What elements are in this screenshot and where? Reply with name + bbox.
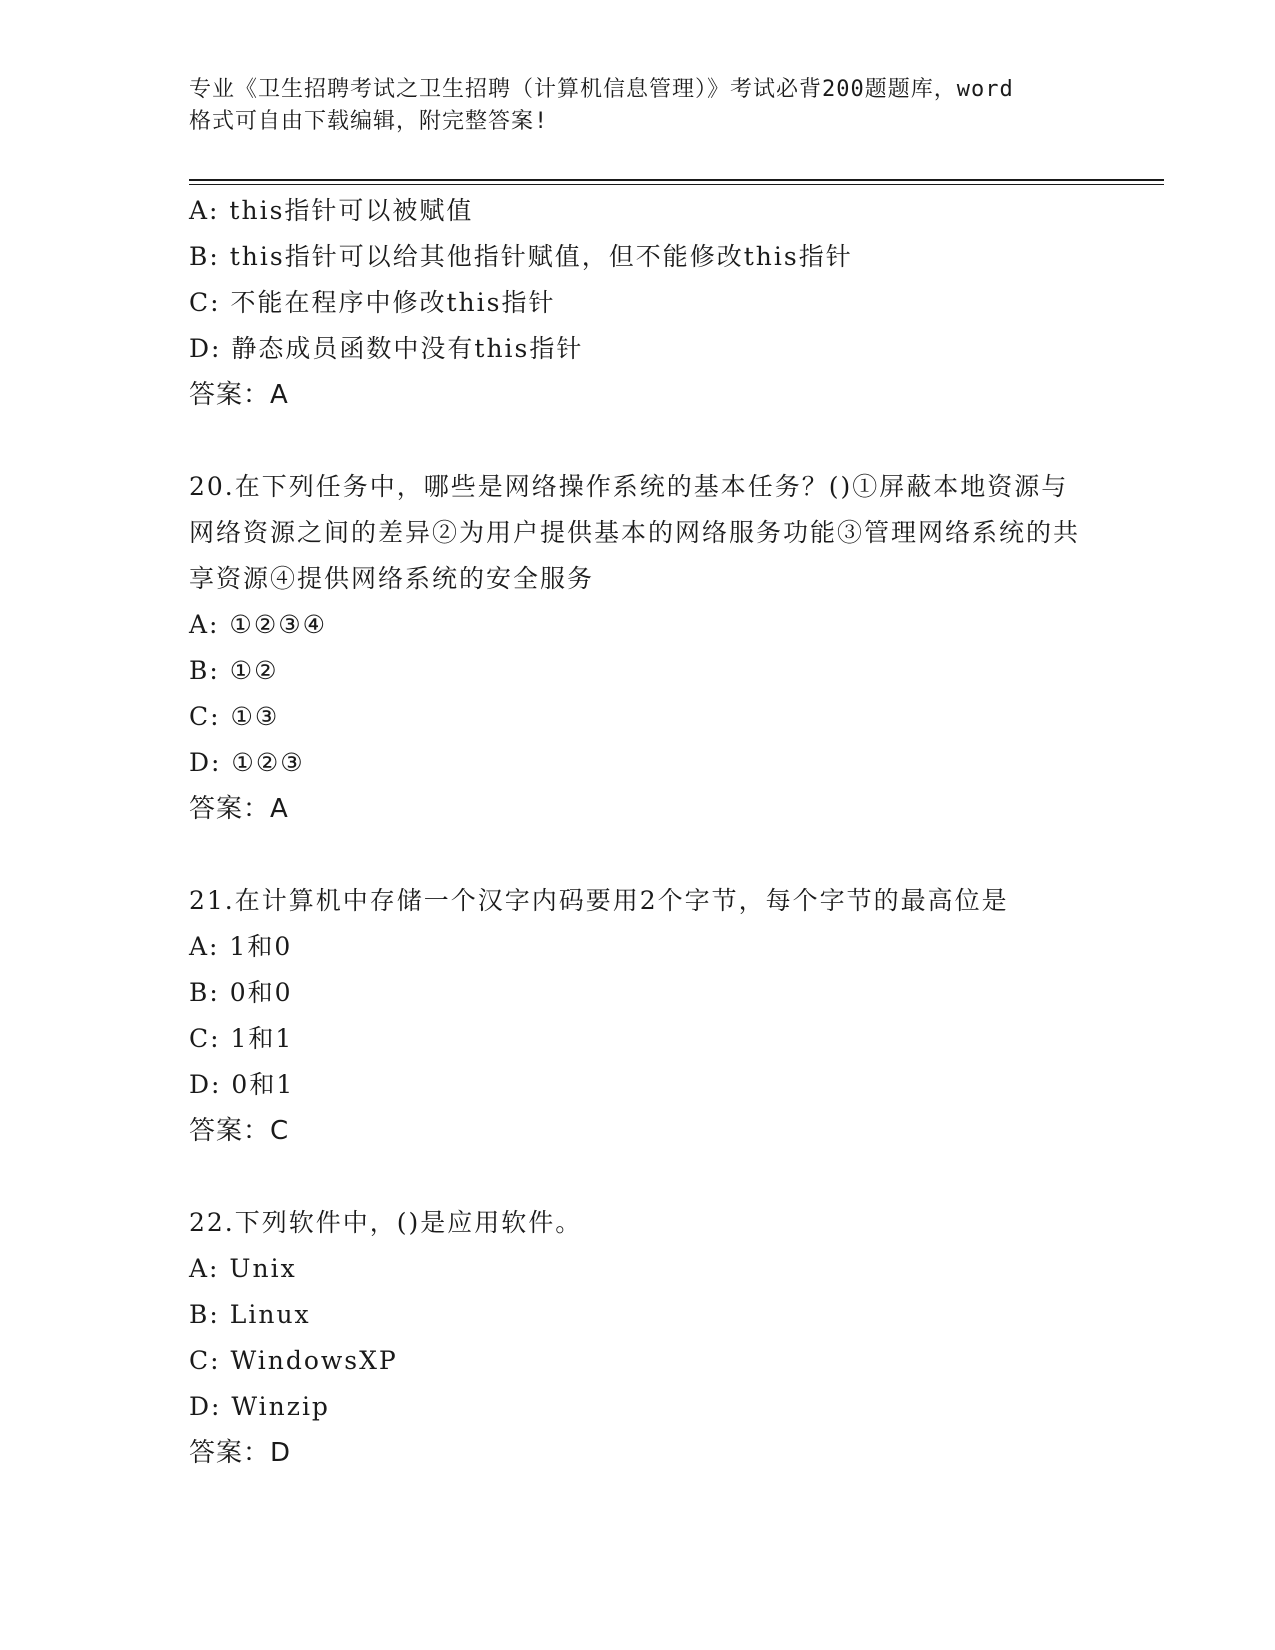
answer: 答案：A — [189, 380, 289, 410]
document-header — [189, 74, 1089, 138]
option-b: B: this指针可以给其他指针赋值，但不能修改this指针 — [189, 242, 853, 271]
question-19 — [189, 188, 1089, 418]
option-d: D: Winzip — [189, 1392, 330, 1421]
option-c: C: 1和1 — [189, 1024, 294, 1053]
option-c: C: ①③ — [189, 702, 280, 731]
option-c: C: 不能在程序中修改this指针 — [189, 288, 556, 317]
header-title-line-2: 格式可自由下载编辑，附完整答案! — [189, 109, 549, 134]
option-d: D: 0和1 — [189, 1070, 295, 1099]
header-title-line-1: 专业《卫生招聘考试之卫生招聘（计算机信息管理）》考试必背200题题库，word — [189, 77, 1014, 102]
option-a: A: ①②③④ — [189, 610, 328, 639]
answer: 答案：C — [189, 1116, 290, 1146]
option-b: B: ①② — [189, 656, 279, 685]
answer: 答案：A — [189, 794, 289, 824]
option-a: A: 1和0 — [189, 932, 293, 961]
spacer — [189, 832, 1089, 878]
question-list — [189, 188, 1089, 1476]
spacer — [189, 1154, 1089, 1200]
question-21 — [189, 878, 1089, 1154]
option-a: A: Unix — [189, 1254, 297, 1283]
header-divider-thick — [189, 179, 1164, 181]
option-c: C: WindowsXP — [189, 1346, 398, 1375]
option-d: D: 静态成员函数中没有this指针 — [189, 334, 584, 363]
option-d: D: ①②③ — [189, 748, 305, 777]
option-b: B: 0和0 — [189, 978, 293, 1007]
question-20 — [189, 464, 1089, 832]
answer: 答案：D — [189, 1438, 292, 1468]
question-stem: 20.在下列任务中，哪些是网络操作系统的基本任务？()①屏蔽本地资源与网络资源之间的差异②为用户提供基本的网络服务功能③管理网络系统的共享资源④提供网络系统的安全服务 — [189, 472, 1081, 593]
question-stem: 21.在计算机中存储一个汉字内码要用2个字节，每个字节的最高位是 — [189, 886, 1009, 915]
option-b: B: Linux — [189, 1300, 311, 1329]
option-a: A: this指针可以被赋值 — [189, 196, 474, 225]
question-stem: 22.下列软件中，()是应用软件。 — [189, 1208, 583, 1237]
header-divider-thin — [189, 184, 1164, 185]
question-22 — [189, 1200, 1089, 1476]
spacer — [189, 418, 1089, 464]
